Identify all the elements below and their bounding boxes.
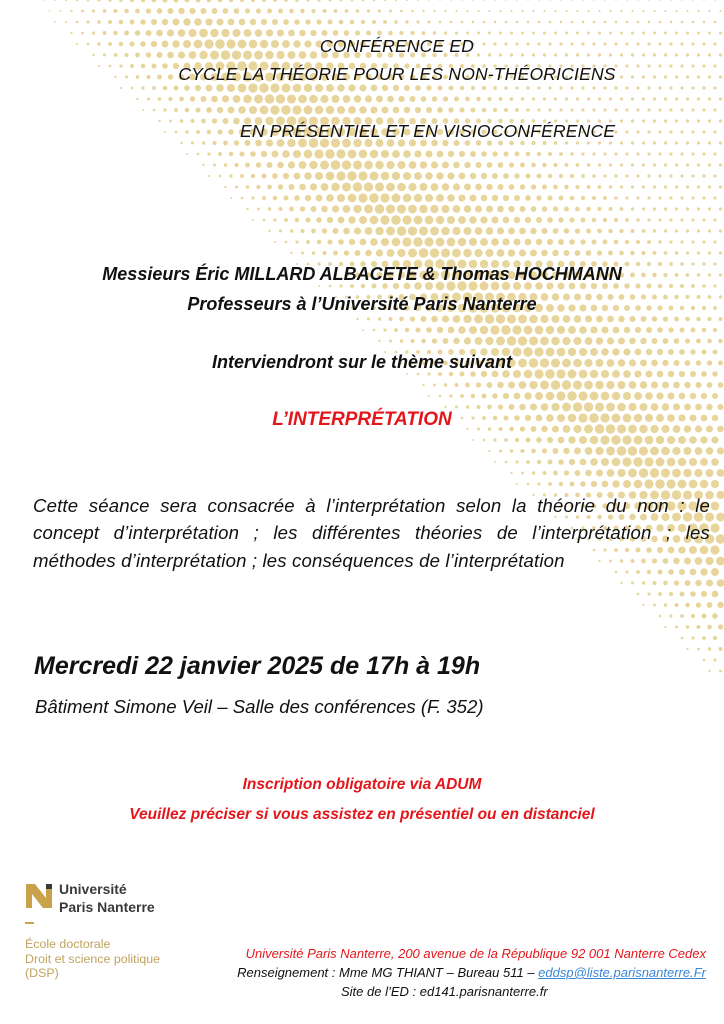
theme-intro: Interviendront sur le thème suivant [211, 352, 513, 372]
footer-website: Site de l’ED : ed141.parisnanterre.fr [341, 984, 548, 999]
paris-nanterre-logo-icon [25, 882, 55, 910]
footer-contact [237, 965, 706, 980]
header-line-conference: CONFÉRENCE ED [319, 36, 475, 56]
event-location: Bâtiment Simone Veil – Salle des conférences (F. 352) [35, 696, 484, 717]
contact-email-link[interactable]: eddsp@liste.parisnanterre.Fr [538, 965, 706, 980]
header-line-cycle: CYCLE LA THÉORIE POUR LES NON-THÉORICIENS [178, 64, 616, 84]
session-description: Cette séance sera consacrée à l’interprétation selon la théorie du non : le concept d’interprétation ; les différentes théories de l’interprétation ; les méthodes d’interprétation ; les conséquences de l’interprétation [33, 495, 710, 571]
footer-address: Université Paris Nanterre, 200 avenue de la République 92 001 Nanterre Cedex [245, 946, 706, 961]
doctoral-school-name [25, 937, 160, 981]
logo-divider [25, 922, 34, 924]
footer-contact-text: Renseignement : Mme MG THIANT – Bureau 511 – [237, 965, 539, 980]
event-date: Mercredi 22 janvier 2025 de 17h à 19h [34, 652, 481, 680]
attendance-mode-note: Veuillez préciser si vous assistez en présentiel ou en distanciel [129, 806, 595, 823]
speaker-names: Messieurs Éric MILLARD ALBACETE & Thomas HOCHMANN [102, 264, 622, 284]
university-name-line2: Paris Nanterre [59, 899, 155, 915]
theme-title: L’INTERPRÉTATION [272, 409, 452, 430]
university-name [59, 880, 155, 916]
doctoral-school-line3: (DSP) [25, 966, 59, 980]
speaker-role: Professeurs à l’Université Paris Nanterre [187, 294, 537, 314]
doctoral-school-line2: Droit et science politique [25, 951, 160, 966]
doctoral-school-line1: École doctorale [25, 937, 111, 951]
university-name-line1: Université [59, 881, 127, 897]
header-line-format: EN PRÉSENTIEL ET EN VISIOCONFÉRENCE [240, 121, 616, 141]
registration-required: Inscription obligatoire via ADUM [242, 776, 482, 793]
